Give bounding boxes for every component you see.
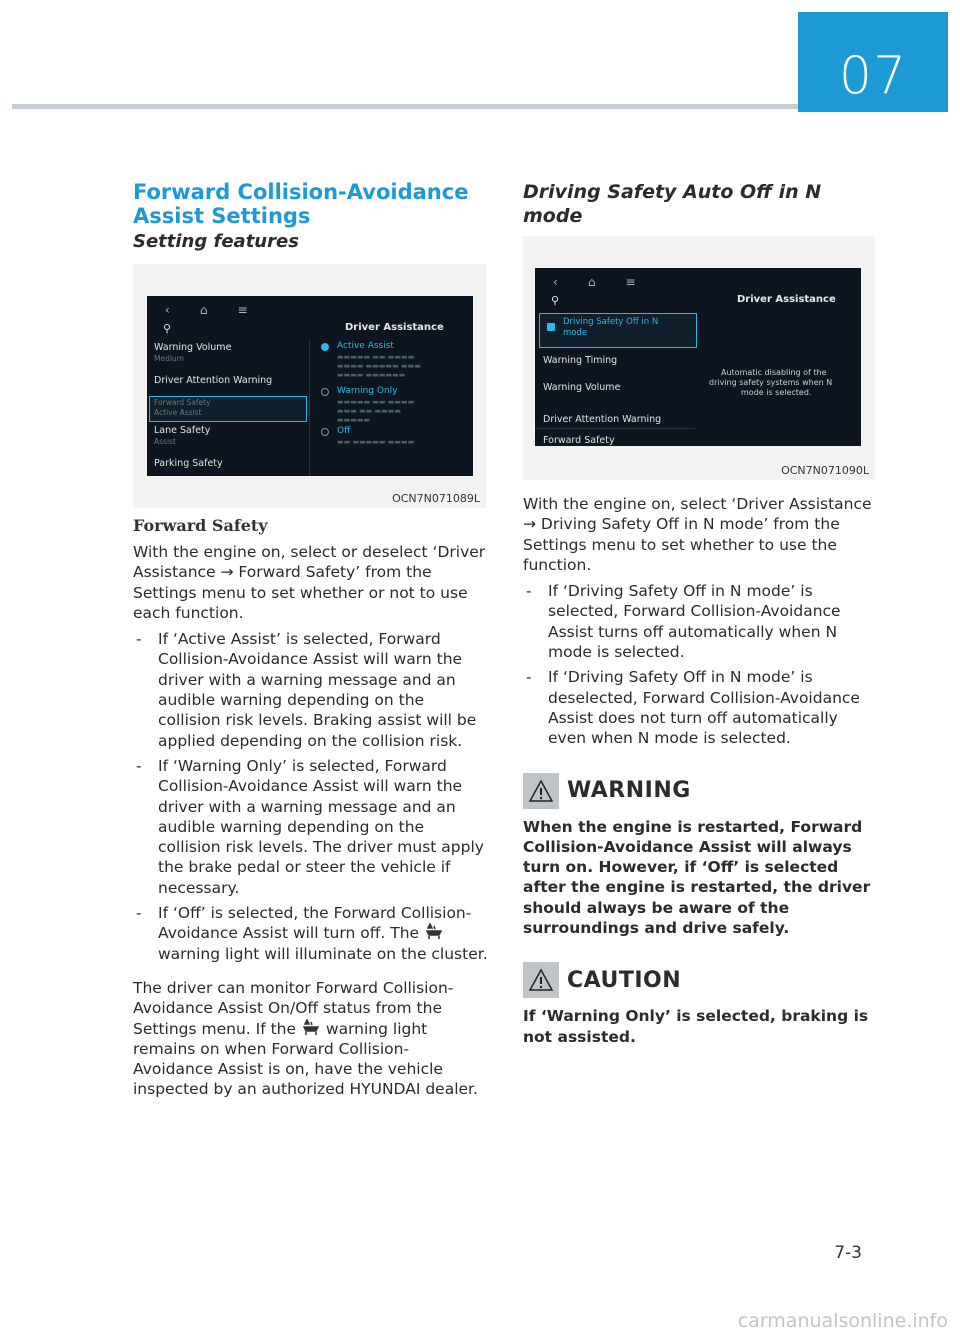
menu-warning-volume: Warning Volume xyxy=(154,342,232,353)
caution-label: CAUTION xyxy=(567,967,682,993)
menu-lane-safety: Lane Safety xyxy=(154,425,211,436)
warning-text: When the engine is restarted, Forward Collision-Avoidance Assist will always turn on. However, if ‘Off’ is selected after the engine is restarted, the driver should always be aware of the surroundings and drive safely. xyxy=(523,817,871,938)
figure-forward-safety-screen xyxy=(133,264,486,508)
left-column xyxy=(133,180,488,1100)
menu-warning-volume: Warning Volume xyxy=(543,382,621,393)
search-icon: ⚲ xyxy=(163,322,172,335)
section-title-line-2: Assist Settings xyxy=(133,204,311,228)
caution-triangle-icon xyxy=(523,962,559,998)
warning-label: WARNING xyxy=(567,778,691,804)
forward-safety-heading: Forward Safety xyxy=(133,516,268,535)
screen-title: Driver Assistance xyxy=(345,322,444,333)
watermark: carmanualsonline.info xyxy=(737,1310,948,1332)
warning-triangle-icon xyxy=(523,773,559,809)
forward-safety-bullets xyxy=(133,629,488,964)
caution-text: If ‘Warning Only’ is selected, braking is not assisted. xyxy=(523,1007,869,1046)
page-number: 7-3 xyxy=(834,1243,862,1263)
menu-forward-safety-value: Active Assist xyxy=(154,408,202,417)
menu-warning-volume-value: Medium xyxy=(154,354,184,363)
back-icon: ‹ xyxy=(165,303,170,317)
menu-driver-attention-warning: Driver Attention Warning xyxy=(543,414,662,425)
chapter-tab: 07 xyxy=(798,12,948,112)
status-monitor-paragraph: The driver can monitor Forward Collision-Avoidance Assist On/Off status from the Settings menu. If the warning light remains on when Forward Collision-Avoidance Assist is on, have the vehicle inspected by an authorized HYUNDAI dealer. xyxy=(133,978,478,1099)
radio-active-assist xyxy=(321,343,329,351)
bullet-n-mode-selected: - If ‘Driving Safety Off in N mode’ is selected, Forward Collision-Avoidance Assist turns off automatically when N mode is selected. xyxy=(526,582,841,662)
screen-topbar xyxy=(535,268,861,296)
panel-text-1: Automatic disabling of the xyxy=(721,368,827,377)
n-mode-title: Driving Safety Auto Off in N mode xyxy=(523,181,822,227)
menu-icon: ≡ xyxy=(625,275,636,289)
bullet-off: - If ‘Off’ is selected, the Forward Collision-Avoidance Assist will turn off. The warning light will illuminate on the cluster. xyxy=(136,904,488,963)
warning-header xyxy=(523,773,878,809)
menu-forward-safety: Forward Safety xyxy=(543,435,615,446)
panel-text-2: driving safety systems when N xyxy=(709,378,833,387)
figure-caption: OCN7N071090L xyxy=(781,464,869,477)
menu-parking-safety: Parking Safety xyxy=(154,458,223,469)
checkbox-n-mode xyxy=(547,323,555,331)
menu-lane-safety-value: Assist xyxy=(154,437,176,446)
screen-topbar xyxy=(147,296,473,324)
option-off: Off xyxy=(337,426,351,436)
radio-off xyxy=(321,428,329,436)
menu-driver-attention-warning: Driver Attention Warning xyxy=(154,375,273,386)
forward-safety-intro: With the engine on, select or deselect ‘Driver Assistance → Forward Safety’ from the Settings menu to set whether or not to use each function. xyxy=(133,543,486,622)
option-warning-only: Warning Only xyxy=(337,386,398,396)
section-title-line-1: Forward Collision-Avoidance xyxy=(133,180,469,204)
menu-n-mode-line-2: mode xyxy=(563,328,588,338)
fca-warning-light-icon xyxy=(301,1019,321,1037)
infotainment-screen xyxy=(147,296,473,476)
menu-icon: ≡ xyxy=(237,303,248,317)
option-active-assist-desc: ▬▬▬▬▬ ▬▬ ▬▬▬▬ ▬▬▬▬ ▬▬▬▬▬ ▬▬▬ ▬▬▬▬ ▬▬▬▬▬▬ xyxy=(337,353,421,379)
radio-warning-only xyxy=(321,388,329,396)
option-active-assist: Active Assist xyxy=(337,341,394,351)
fca-warning-light-icon xyxy=(424,923,444,941)
option-off-desc: ▬▬ ▬▬▬▬▬ ▬▬▬▬ xyxy=(337,438,415,446)
search-icon: ⚲ xyxy=(551,294,560,307)
back-icon: ‹ xyxy=(553,275,558,289)
header-rule xyxy=(12,104,798,109)
caution-block xyxy=(523,962,878,1047)
screen-title: Driver Assistance xyxy=(737,294,836,305)
caution-header xyxy=(523,962,878,998)
infotainment-screen-n-mode xyxy=(535,268,861,446)
menu-n-mode-line-1: Driving Safety Off in N xyxy=(563,317,659,327)
n-mode-intro: With the engine on, select ‘Driver Assistance → Driving Safety Off in N mode’ from the Settings menu to set whether to use the function. xyxy=(523,495,872,574)
n-mode-bullets xyxy=(523,581,878,748)
figure-caption: OCN7N071089L xyxy=(392,492,480,505)
bullet-n-mode-deselected: - If ‘Driving Safety Off in N mode’ is deselected, Forward Collision-Avoidance Assist does not turn off automatically even when N mode is selected. xyxy=(526,668,860,748)
home-icon: ⌂ xyxy=(587,275,596,289)
figure-n-mode-screen xyxy=(523,236,875,480)
home-icon: ⌂ xyxy=(199,303,208,317)
option-warning-only-desc: ▬▬▬▬▬ ▬▬ ▬▬▬▬ ▬▬▬ ▬▬ ▬▬▬▬ ▬▬▬▬▬ xyxy=(337,398,415,424)
bullet-active-assist: - If ‘Active Assist’ is selected, Forward Collision-Avoidance Assist will warn the driver with a warning message and an audible warning depending on the collision risk levels. Braking assist will be applied depending on the collision risk. xyxy=(136,630,477,750)
screen-divider xyxy=(535,428,695,429)
menu-forward-safety: Forward Safety xyxy=(154,398,211,407)
menu-warning-timing: Warning Timing xyxy=(543,355,618,366)
panel-text-3: mode is selected. xyxy=(741,388,812,397)
screen-divider xyxy=(309,340,310,476)
setting-features-title: Setting features xyxy=(133,231,299,252)
bullet-warning-only: - If ‘Warning Only’ is selected, Forward Collision-Avoidance Assist will warn the driver with a warning message and an audible warning depending on the collision risk levels. The driver must apply the brake pedal or steer the vehicle if necessary. xyxy=(136,756,484,897)
right-column xyxy=(523,180,878,1047)
warning-block xyxy=(523,773,878,939)
